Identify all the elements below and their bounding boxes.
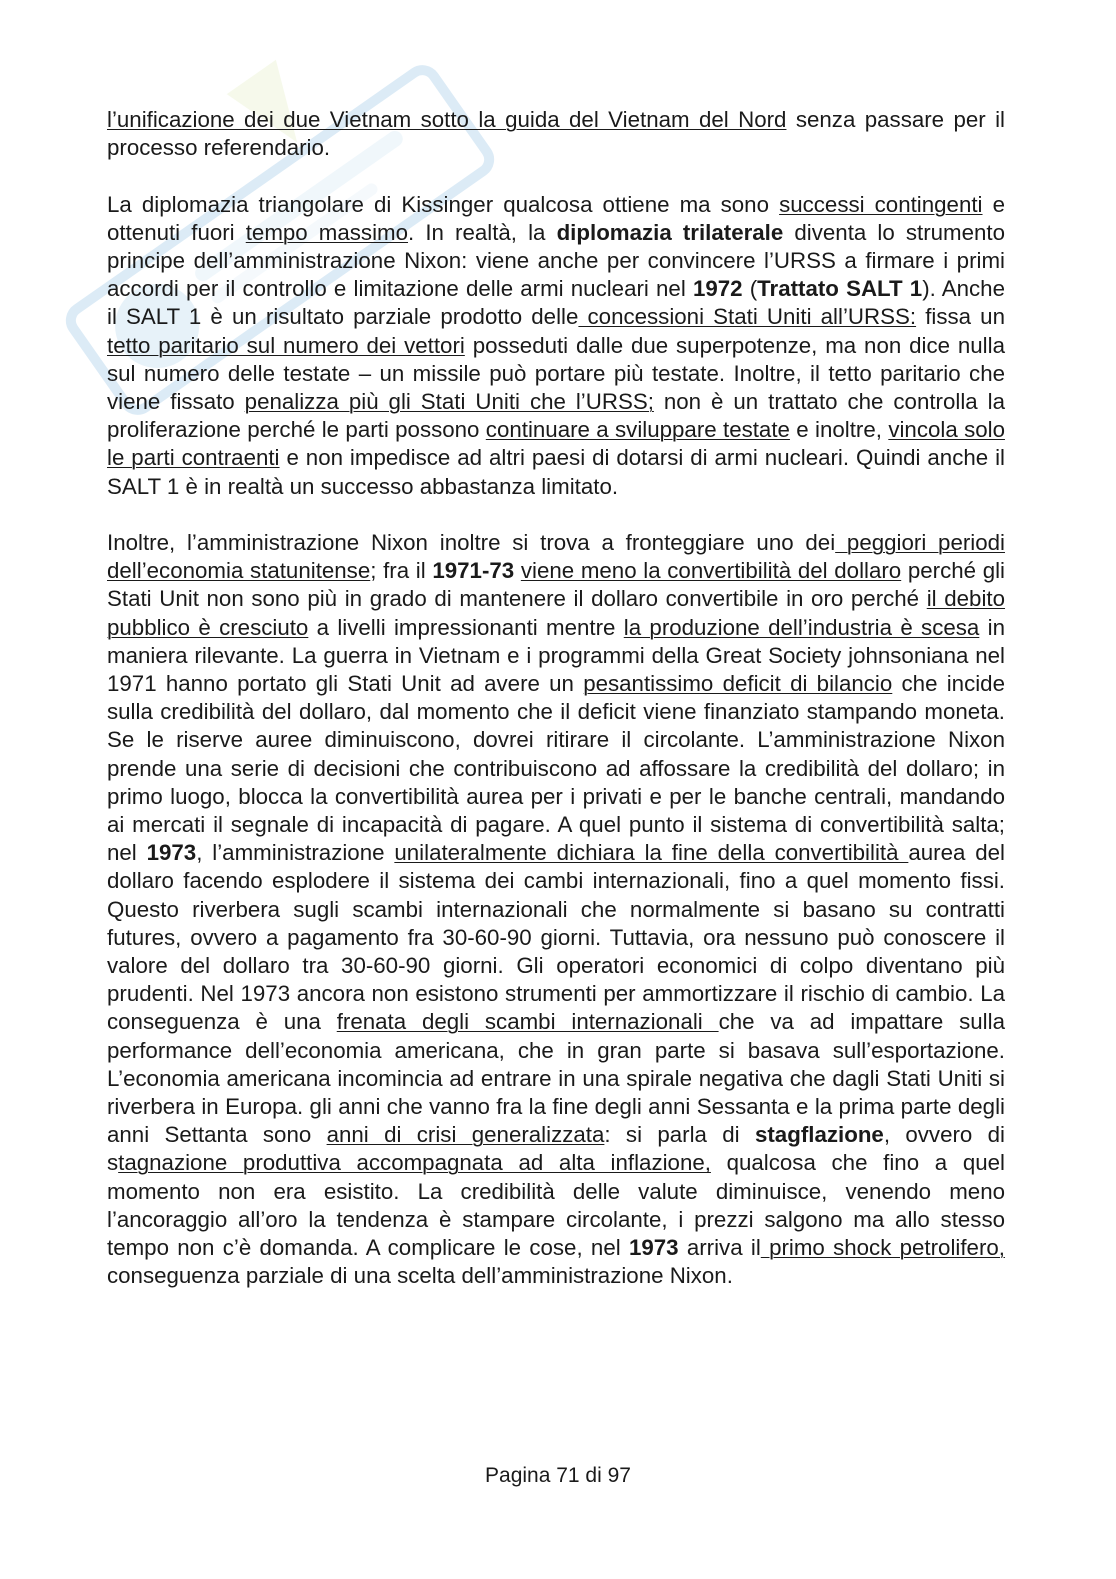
underlined-text: anni di crisi generalizzata [326,1122,605,1148]
page-number: Pagina 71 di 97 [485,1464,631,1487]
bold-text: stagflazione [754,1122,884,1148]
underlined-text: concessioni Stati Uniti all’URSS: [578,304,917,330]
text-run: , ovvero di s [107,1122,1005,1176]
underlined-text: peggiori periodi dell’economia statunitense [107,530,1005,584]
text-run: a livelli impressionanti mentre [308,614,624,640]
text-run: La diplomazia triangolare di Kissinger qualcosa ottiene ma sono [107,191,780,217]
underlined-text: successi contingenti [779,191,983,217]
underlined-text: pesantissimo deficit di bilancio [583,671,893,697]
text-run: ). Anche il SALT 1 è un risultato parziale prodotto delle [107,276,1005,330]
paragraph [107,191,1005,501]
underlined-text: frenata degli scambi internazionali [336,1009,719,1035]
text-run: non è un trattato che controlla la proliferazione perché le parti possono [107,389,1005,443]
underlined-text: tagnazione produttiva accompagnata ad alta inflazione, [118,1150,711,1176]
text-run: conseguenza parziale di una scelta dell’amministrazione Nixon. [107,1263,733,1289]
text-run: . In realtà, la [408,219,557,245]
underlined-text: viene meno la convertibilità del dollaro [520,558,902,584]
underlined-text: primo shock petrolifero, [760,1235,1005,1261]
text-run: che incide sulla credibilità del dollaro, dal momento che il deficit viene finanziato stampando moneta. Se le riserve auree diminuiscono, dovrei ritirare il circolante. L’amministrazione Nixon prende una serie di decisioni che contribuiscono ad affossare la credibilità del dollaro; in primo luogo, blocca la convertibilità aurea per i privati e per le banche centrali, mandando ai mercati il segnale di incapacità di pagare. A quel punto il sistema di convertibilità salta; nel [107,671,1005,866]
text-run: che va ad impattare sulla performance dell’economia americana, che in gran parte si basava sull’esportazione. L’economia americana incomincia ad entrare in una spirale negativa che dagli Stati Uniti si riverbera in Europa. gli anni che vanno fra la fine degli anni Sessanta e la prima parte degli anni Settanta sono [107,1009,1005,1148]
bold-text: 1971-73 [432,558,515,584]
text-run: diventa lo strumento principe dell’amministrazione Nixon: viene anche per convincere l’URSS a firmare i primi accordi per il controllo e limitazione delle armi nucleari nel [107,219,1005,302]
underlined-text: l’unificazione dei due Vietnam sotto la guida del Vietnam del Nord [107,107,787,132]
text-run: ; fra il [370,558,433,584]
paragraph [107,529,1005,1290]
bold-text: 1972 [692,276,743,302]
underlined-text: vincola solo le parti contraenti [107,417,1005,471]
bold-text: diplomazia trilaterale [556,219,784,245]
text-run: in maniera rilevante. La guerra in Vietnam e i programmi della Great Society johnsoniana nel 1971 hanno portato gli Stati Unit ad avere un [107,614,1005,697]
underlined-text: la produzione dell’industria è scesa [623,614,980,640]
text-run: aurea del dollaro facendo esplodere il sistema dei cambi internazionali, fino a quel momento fissi. Questo riverbera sugli scambi internazionali che normalmente si basano su contratti futures, ovvero a pagamento fra 30-60-90 giorni. Tuttavia, ora nessuno può conoscere il valore del dollaro tra 30-60-90 giorni. Gli operatori economici di colpo diventano più prudenti. Nel 1973 ancora non esistono strumenti per ammortizzare il rischio di cambio. La conseguenza è una [107,840,1005,1035]
underlined-text: continuare a sviluppare testate [485,417,790,443]
paragraph [107,106,1005,162]
underlined-text: penalizza più gli Stati Uniti che l’URSS; [244,389,654,415]
bold-text: Trattato SALT 1 [757,276,923,302]
text-run: posseduti dalle due superpotenze, ma non dice nulla sul numero delle testate – un missile può portare più testate. Inoltre, il tetto paritario che viene fissato [107,332,1005,415]
text-run: ( [742,276,758,302]
text-run: , l’amministrazione [196,840,395,866]
underlined-text: tempo massimo [245,219,409,245]
text-run: fissa un [916,304,1005,330]
text-run: arriva il [678,1235,761,1261]
text-run: Inoltre, l’amministrazione Nixon inoltre si trova a fronteggiare uno dei [107,530,836,556]
underlined-text: il debito pubblico è cresciuto [107,586,1006,640]
text-run: e non impedisce ad altri paesi di dotarsi di armi nucleari. Quindi anche il SALT 1 è in realtà un successo abbastanza limitato. [107,445,1005,499]
text-run: e inoltre, [789,417,889,443]
text-run: qualcosa che fino a quel momento non era esistito. La credibilità delle valute diminuisce, venendo meno l’ancoraggio all’oro la tendenza è stampare circolante, i prezzi salgono ma allo stesso tempo non c’è domanda. A complicare le cose, nel [107,1150,1005,1261]
text-run: e ottenuti fuori [107,191,1005,245]
document-body [107,106,1005,1319]
bold-text: 1973 [146,840,197,866]
text-run: senza passare per il processo referendario. [107,107,1005,161]
text-run: perché gli Stati Unit non sono più in grado di mantenere il dollaro convertibile in oro perché [107,558,1006,612]
text-run [514,558,521,583]
text-run: : si parla di [604,1122,755,1148]
underlined-text: unilateralmente dichiara la fine della convertibilità [394,840,909,866]
bold-text: 1973 [628,1235,679,1261]
underlined-text: tetto paritario sul numero dei vettori [107,332,465,358]
